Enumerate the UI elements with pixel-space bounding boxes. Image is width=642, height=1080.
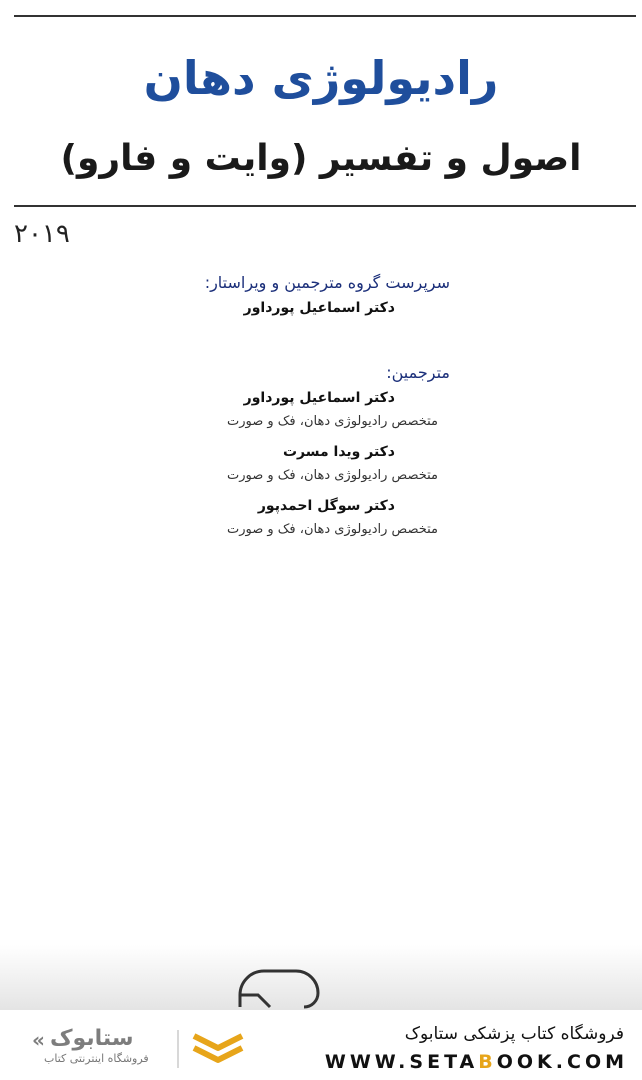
translator-name: دکتر اسماعیل پورداور: [243, 390, 395, 406]
title-bottom-rule: [14, 205, 636, 207]
url-prefix: WWW.SETA: [324, 1051, 479, 1073]
book-subtitle: اصول و تفسیر (وایت و فارو): [60, 138, 582, 179]
store-title: فروشگاه کتاب پزشکی ستابوک: [404, 1024, 624, 1044]
brand-divider: [177, 1030, 179, 1068]
store-brand[interactable]: [32, 1024, 247, 1072]
book-stack-icon: [190, 1028, 246, 1068]
book-title: رادیولوژی دهان: [143, 51, 499, 105]
brand-label: ستابوک: [50, 1026, 134, 1051]
translator-specialty: متخصص رادیولوژی دهان، فک و صورت: [226, 468, 438, 483]
top-rule: [14, 15, 636, 17]
footer-fade: [0, 945, 642, 1010]
url-accent-letter: B: [478, 1051, 497, 1073]
brand-subtitle: فروشگاه اینترنتی کتاب: [44, 1052, 149, 1065]
translator-specialty: متخصص رادیولوژی دهان، فک و صورت: [226, 522, 438, 537]
credits-block: [150, 270, 450, 548]
supervisor-heading: سرپرست گروه مترجمین و ویراستار:: [204, 273, 450, 292]
translators-heading: مترجمین:: [386, 363, 450, 382]
double-chevron-icon: «: [32, 1028, 45, 1052]
translator-name: دکتر ویدا مسرت: [282, 444, 395, 460]
store-url[interactable]: [325, 1050, 628, 1074]
store-footer: [0, 1010, 642, 1080]
publisher-logo-icon: [236, 965, 326, 1010]
translator-name: دکتر سوگل احمدپور: [257, 498, 395, 514]
publication-year: ۲۰۱۹: [14, 219, 70, 249]
supervisor-name: دکتر اسماعیل پورداور: [243, 300, 395, 316]
translator-specialty: متخصص رادیولوژی دهان، فک و صورت: [226, 414, 438, 429]
url-suffix: OOK.COM: [496, 1051, 628, 1073]
